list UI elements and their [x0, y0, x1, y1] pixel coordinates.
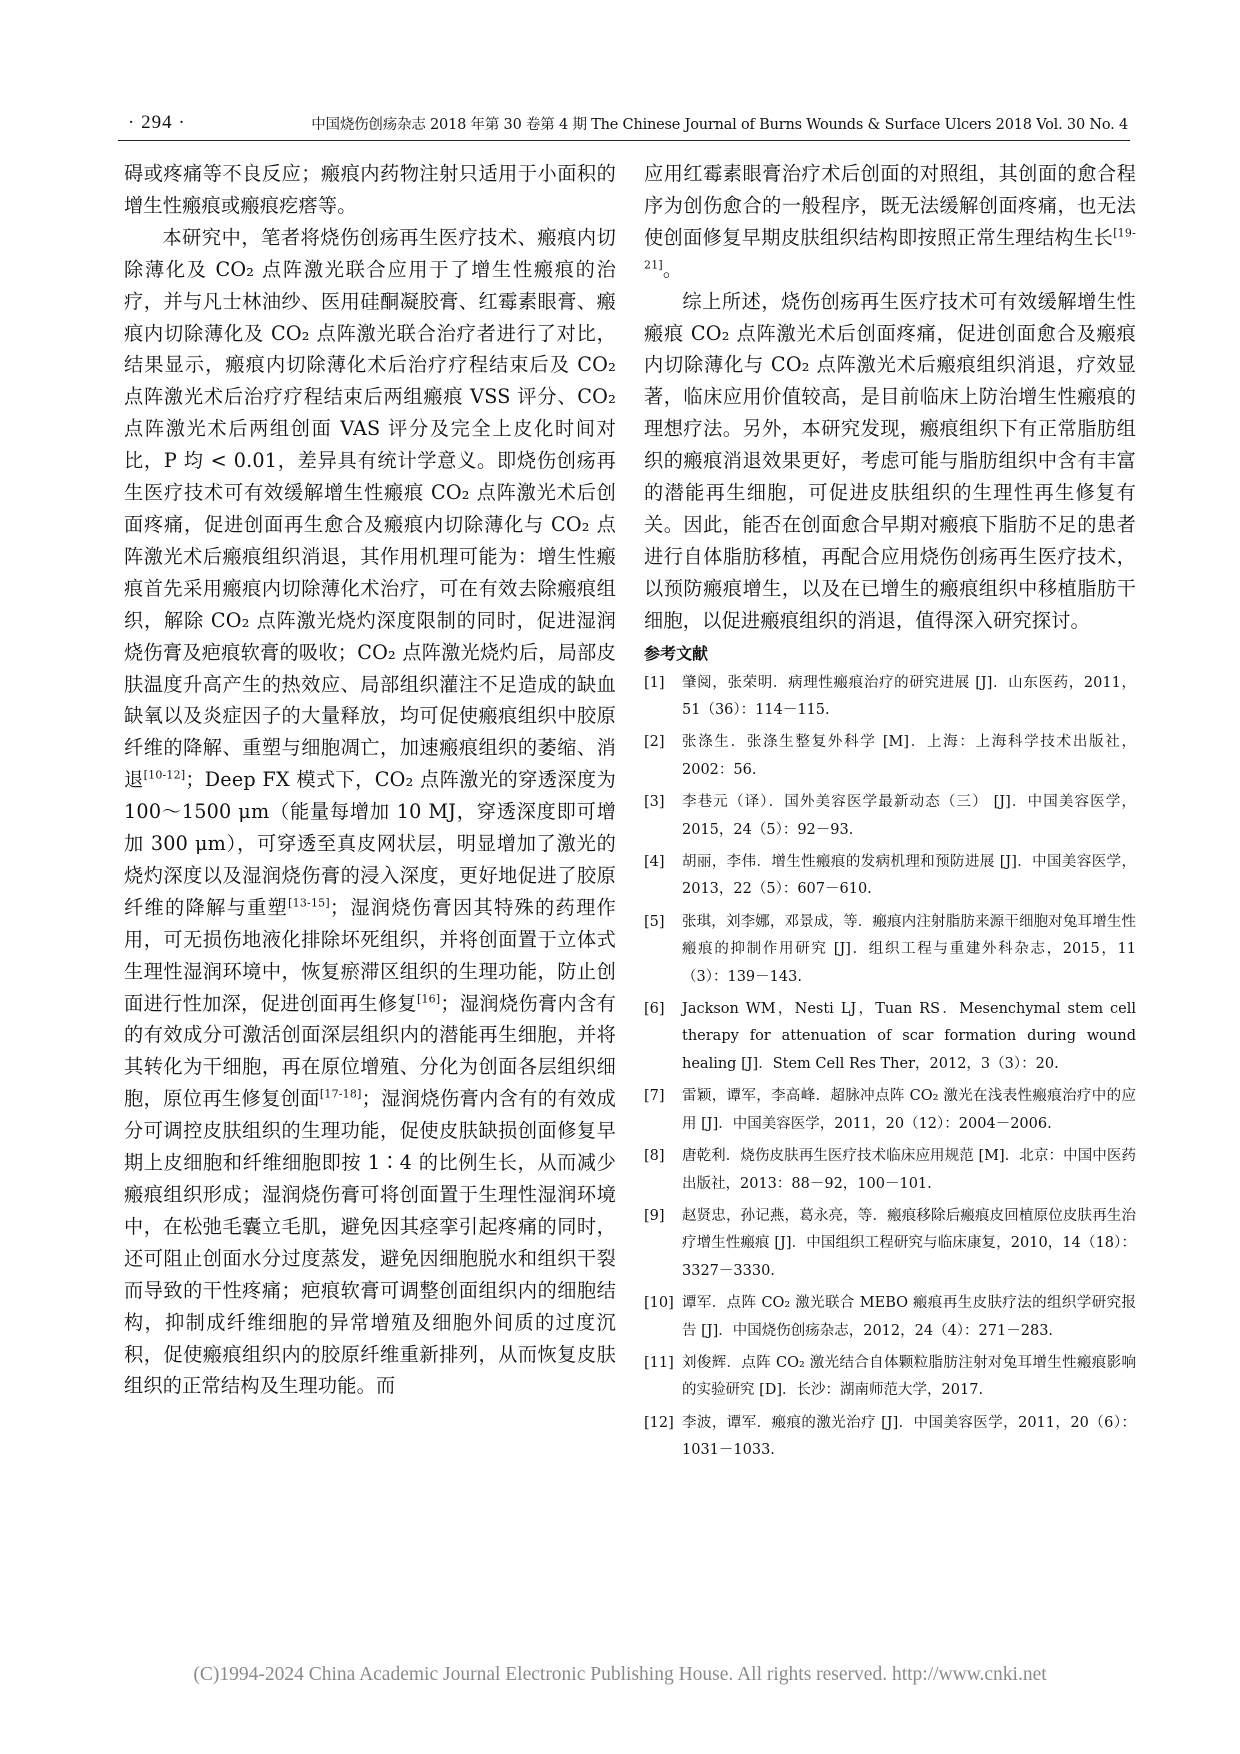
header-rule [118, 140, 1130, 141]
reference-text: 刘俊辉．点阵 CO₂ 激光结合自体颗粒脂肪注射对兔耳增生性瘢痕影响的实验研究 [D]．长沙：湖南师范大学，2017. [682, 1354, 1136, 1399]
reference-number: [8] [644, 1148, 665, 1165]
right-column [644, 158, 1136, 1470]
copyright-footer: (C)1994-2024 China Academic Journal Electronic Publishing House. All rights reserved. http://www.cnki.net [193, 1664, 1047, 1685]
paragraph-discussion [124, 222, 616, 1403]
citation: [13-15] [288, 896, 330, 910]
reference-text: Jackson WM，Nesti LJ，Tuan RS．Mesenchymal stem cell therapy for attenuation of scar formation during wound healing [J]．Stem Cell Res Ther，2012，3（3）：20. [682, 1001, 1136, 1072]
reference-number: [11] [644, 1354, 674, 1371]
reference-text: 李巷元（译）．国外美容医学最新动态（三） [J]．中国美容医学，2015，24（5）：92－93. [682, 794, 1136, 838]
reference-item [644, 1203, 1136, 1285]
reference-item [644, 996, 1136, 1078]
text-run: ；湿润烧伤膏内含有的有效成分可调控皮肤组织的生理功能，促使皮肤缺损创面修复早期上皮细胞和纤维细胞即按 1∶4 的比例生长，从而减少瘢痕组织形成；湿润烧伤膏可将创面置于生理性湿润环境中，在松弛毛囊立毛肌，避免因其痉挛引起疼痛的同时，还可阻止创面水分过度蒸发，避免因细胞脱水和组织干裂而导致的干性疼痛；疤痕软膏可调整创面组织内的细胞结构，抑制成纤维细胞的异常增殖及细胞外间质的过度沉积，促使瘢痕组织内的胶原纤维重新排列，从而恢复皮肤组织的正常结构及生理功能。而 [124, 1087, 617, 1398]
reference-number: [6] [644, 1001, 665, 1018]
references-list [644, 670, 1136, 1465]
reference-number: [9] [644, 1207, 665, 1224]
reference-number: [2] [644, 734, 665, 751]
text-run: ；Deep FX 模式下，CO₂ 点阵激光的穿透深度为 100～1500 μm（能量每增加 10 MJ，穿透深度即可增加 300 μm），可穿透至真皮网状层，明显增加了激光的烧灼深度以及湿润烧伤膏的浸入深度，更好地促进了胶原纤维的降解与重塑 [124, 768, 616, 919]
citation: [17-18] [319, 1087, 362, 1101]
reference-item [644, 1410, 1136, 1465]
reference-text: 赵贤忠，孙记燕，葛永亮，等．瘢痕移除后瘢痕皮回植原位皮肤再生治疗增生性瘢痕 [J]．中国组织工程研究与临床康复，2010，14（18）：3327－3330. [682, 1207, 1136, 1279]
reference-item [644, 1083, 1136, 1138]
reference-item [644, 729, 1136, 784]
citation: [16] [416, 992, 441, 1006]
reference-text: 谭军．点阵 CO₂ 激光联合 MEBO 瘢痕再生皮肤疗法的组织学研究报告 [J]．中国烧伤创疡杂志，2012，24（4）：271－283. [682, 1295, 1136, 1339]
reference-text: 张涤生．张涤生整复外科学 [M]．上海：上海科学技术出版社，2002：56. [682, 734, 1136, 778]
reference-number: [12] [644, 1414, 674, 1431]
reference-item [644, 789, 1136, 844]
reference-text: 张琪，刘李娜，邓景成，等．瘢痕内注射脂肪来源干细胞对兔耳增生性瘢痕的抑制作用研究 [J]．组织工程与重建外科杂志，2015，11（3）：139－143. [682, 913, 1136, 985]
reference-item [644, 849, 1136, 904]
text-run: 本研究中，笔者将烧伤创疡再生医疗技术、瘢痕内切除薄化及 CO₂ 点阵激光联合应用于了增生性瘢痕的治疗，并与凡士林油纱、医用硅酮凝胶膏、红霉素眼膏、瘢痕内切除薄化及 CO₂ 点阵激光联合治疗者进行了对比，结果显示，瘢痕内切除薄化术后治疗疗程结束后及 CO₂ 点阵激光术后治疗疗程结束后两组瘢痕 VSS 评分、CO₂ 点阵激光术后两组创面 VAS 评分及完全上皮化时间对比，P 均 < 0.01，差异具有统计学意义。即烧伤创疡再生医疗技术可有效缓解增生性瘢痕 CO₂ 点阵激光术后创面疼痛，促进创面再生愈合及瘢痕内切除薄化与 CO₂ 点阵激光术后瘢痕组织消退，其作用机理可能为：增生性瘢痕首先采用瘢痕内切除薄化术治疗，可在有效去除瘢痕组织，解除 CO₂ 点阵激光烧灼深度限制的同时，促进湿润烧伤膏及疤痕软膏的吸收；CO₂ 点阵激光烧灼后，局部皮肤温度升高产生的热效应、局部组织灌注不足造成的缺血缺氧以及炎症因子的大量释放，均可促使瘢痕组织中胶原纤维的降解、重塑与细胞凋亡，加速瘢痕组织的萎缩、消退 [124, 225, 616, 792]
page-number: · 294 · [128, 112, 186, 133]
citation: [19-21] [644, 226, 1136, 272]
references-heading: 参考文献 [644, 643, 709, 663]
reference-number: [10] [644, 1295, 674, 1312]
reference-item [644, 1143, 1136, 1198]
reference-number: [5] [644, 913, 665, 930]
text-run: 应用红霉素眼膏治疗术后创面的对照组，其创面的愈合程序为创伤愈合的一般程序，既无法缓解创面疼痛，也无法使创面修复早期皮肤组织结构即按照正常生理结构生长 [644, 162, 1136, 249]
reference-text: 李波，谭军．瘢痕的激光治疗 [J]．中国美容医学，2011，20（6）：1031－1033. [682, 1414, 1136, 1459]
reference-item [644, 909, 1136, 991]
reference-item [644, 670, 1136, 725]
reference-number: [7] [644, 1088, 665, 1105]
text-run: ；湿润烧伤膏内含有的有效成分可激活创面深层组织内的潜能再生细胞，并将其转化为干细胞，再在原位增殖、分化为创面各层组织细胞，原位再生修复创面 [124, 991, 616, 1111]
reference-text: 胡丽，李伟．增生性瘢痕的发病机理和预防进展 [J]．中国美容医学，2013，22（5）：607－610. [682, 854, 1136, 898]
reference-text: 肇阅，张荣明．病理性瘢痕治疗的研究进展 [J]．山东医药，2011，51（36）：114－115. [682, 674, 1136, 718]
text-run: 。 [662, 257, 683, 281]
paragraph-conclusion: 综上所述，烧伤创疡再生医疗技术可有效缓解增生性瘢痕 CO₂ 点阵激光术后创面疼痛，促进创面愈合及瘢痕内切除薄化与 CO₂ 点阵激光术后瘢痕组织消退，疗效显著，临床应用价值较高，是目前临床上防治增生性瘢痕的理想疗法。另外，本研究发现，瘢痕组织下有正常脂肪组织的瘢痕消退效果更好，考虑可能与脂肪组织中含有丰富的潜能再生细胞，可促进皮肤组织的生理性再生修复有关。因此，能否在创面愈合早期对瘢痕下脂肪不足的患者进行自体脂肪移植，再配合应用烧伤创疡再生医疗技术，以预防瘢痕增生，以及在已增生的瘢痕组织中移植脂肪干细胞，以促进瘢痕组织的消退，值得深入研究探讨。 [644, 289, 1136, 632]
reference-text: 雷颖，谭军，李高峰．超脉冲点阵 CO₂ 激光在浅表性瘢痕治疗中的应用 [J]．中国美容医学，2011，20（12）：2004－2006. [682, 1088, 1136, 1132]
text-run: ；湿润烧伤膏因其特殊的药理作用，可无损伤地液化排除坏死组织，并将创面置于立体式生理性湿润环境中，恢复瘀滞区组织的生理功能，防止创面进行性加深，促进创面再生修复 [124, 895, 616, 1015]
paragraph-continued [644, 158, 1136, 286]
reference-item [644, 1350, 1136, 1405]
paragraph-continued: 碍或疼痛等不良反应；瘢痕内药物注射只适用于小面积的增生性瘢痕或瘢痕疙瘩等。 [124, 162, 616, 217]
reference-number: [3] [644, 794, 665, 811]
reference-number: [4] [644, 854, 665, 871]
reference-item [644, 1290, 1136, 1345]
citation: [10-12] [143, 768, 186, 782]
journal-running-title: 中国烧伤创疡杂志 2018 年第 30 卷第 4 期 The Chinese Journal of Burns Wounds & Surface Ulcers 2018 Vol. 30 No. 4 [311, 117, 1128, 133]
reference-number: [1] [644, 674, 665, 691]
running-header [128, 104, 1128, 134]
reference-text: 唐乾利．烧伤皮肤再生医疗技术临床应用规范 [M]．北京：中国中医药出版社，2013：88－92，100－101. [682, 1148, 1136, 1192]
left-column [124, 158, 616, 1402]
